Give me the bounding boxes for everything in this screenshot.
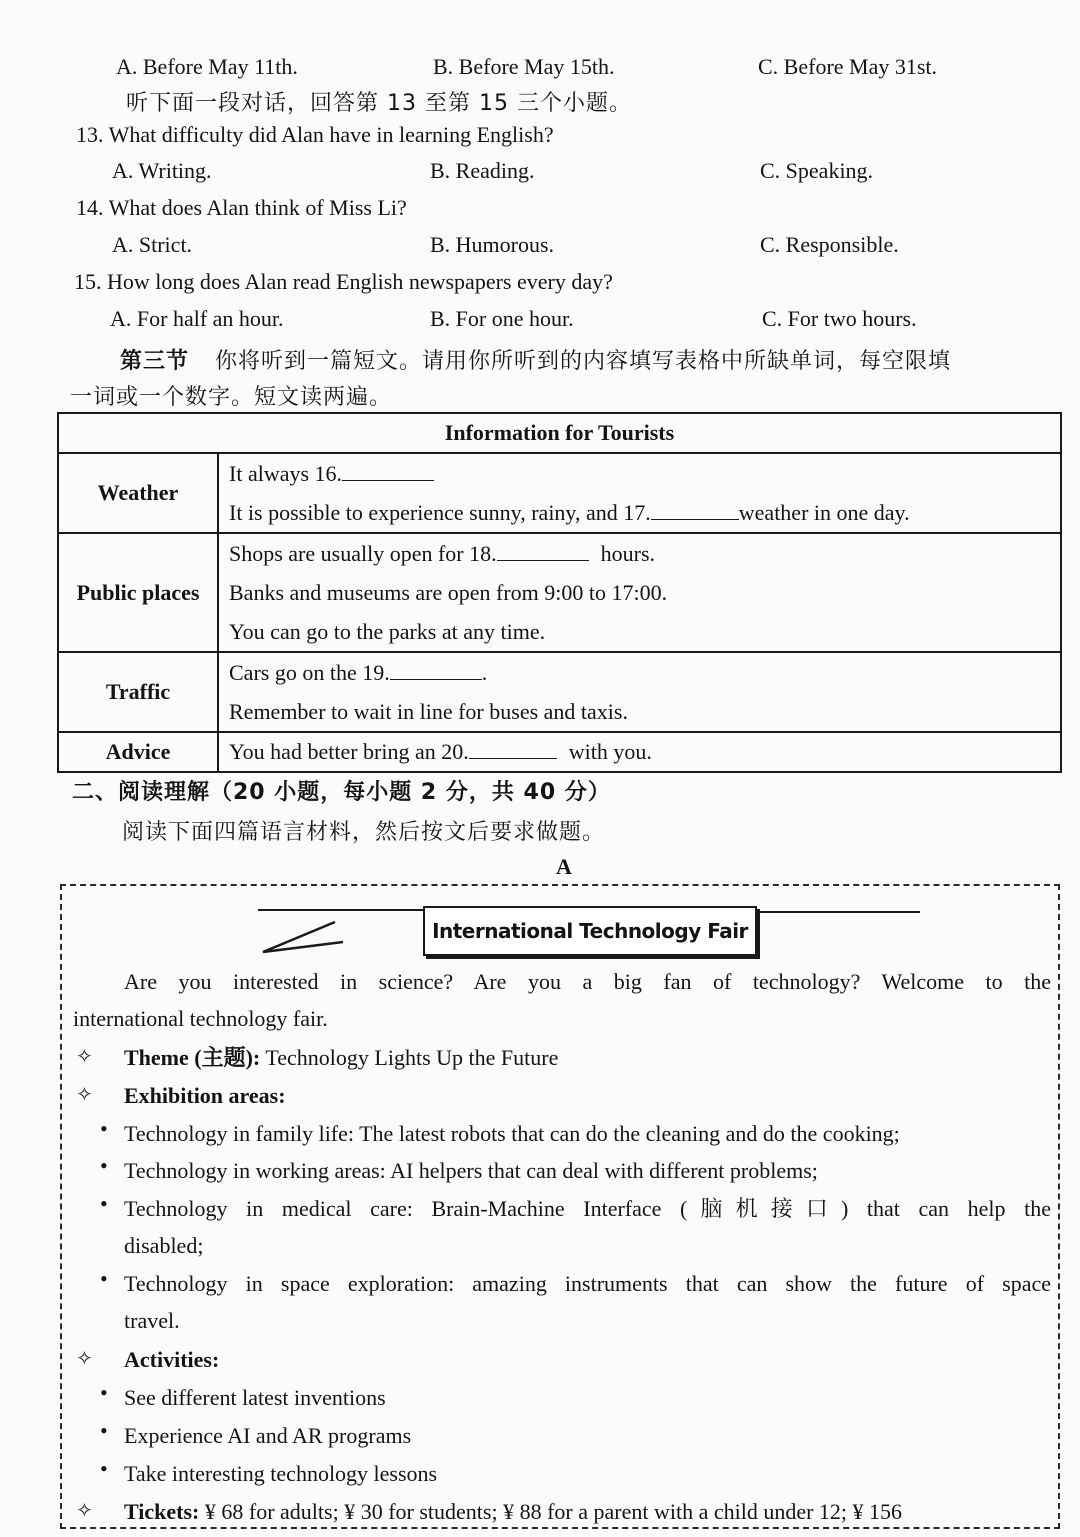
bullet-icon: • — [100, 1266, 108, 1291]
tourist-info-table — [57, 412, 1062, 773]
line-text: . — [481, 660, 488, 685]
exhibition-item: Technology in space exploration: amazing instruments that can show the future of space — [124, 1271, 1051, 1296]
part2-instruction: 阅读下面四篇语言材料，然后按文后要求做题。 — [122, 820, 606, 845]
q12-option-c: C. Before May 31st. — [758, 54, 938, 79]
activity-item: Experience AI and AR programs — [124, 1423, 412, 1448]
q14-stem: 14. What does Alan think of Miss Li? — [76, 195, 407, 220]
q14-option-a: A. Strict. — [112, 232, 193, 257]
tickets-value: ¥ 68 for adults; ¥ 30 for students; ¥ 88 for a parent with a child under 12; ¥ 156 — [204, 1499, 903, 1524]
answer-blank-16[interactable] — [342, 462, 434, 481]
activity-item: See different latest inventions — [124, 1385, 386, 1410]
q15-option-b: B. For one hour. — [430, 306, 574, 331]
table-title: Information for Tourists — [58, 413, 1061, 453]
fair-title: International Technology Fair — [423, 906, 757, 956]
diamond-bullet-icon: ✧ — [76, 1498, 93, 1522]
answer-blank-17[interactable] — [651, 501, 739, 520]
row-label-traffic: Traffic — [58, 652, 218, 732]
table-row-public-places — [58, 533, 1061, 652]
dialogue-instruction: 听下面一段对话，回答第 13 至第 15 三个小题。 — [126, 91, 632, 116]
diamond-bullet-icon: ✧ — [76, 1044, 93, 1068]
banner-line-right — [755, 911, 920, 913]
line-text: You had better bring an 20. — [229, 739, 469, 764]
bullet-icon: • — [100, 1380, 108, 1405]
line-text: Shops are usually open for 18. — [229, 541, 497, 566]
part2-heading: 二、阅读理解（20 小题，每小题 2 分，共 40 分） — [72, 780, 611, 805]
q13-option-c: C. Speaking. — [760, 158, 874, 183]
table-row-weather — [58, 453, 1061, 533]
line-text: Cars go on the 19. — [229, 660, 390, 685]
table-line — [229, 534, 1050, 573]
answer-blank-19[interactable] — [390, 661, 482, 680]
line-text: It is possible to experience sunny, rainy, and 17. — [229, 500, 651, 525]
diamond-bullet-icon: ✧ — [76, 1082, 93, 1106]
table-row-traffic — [58, 652, 1061, 732]
section3-text: 你将听到一篇短文。请用你所听到的内容填写表格中所缺单词，每空限填 — [215, 349, 952, 374]
q13-stem: 13. What difficulty did Alan have in learning English? — [76, 122, 554, 147]
bullet-icon: • — [100, 1418, 108, 1443]
q15-option-c: C. For two hours. — [762, 306, 917, 331]
q13-option-b: B. Reading. — [430, 158, 535, 183]
q14-option-b: B. Humorous. — [430, 232, 555, 257]
exhibition-item-cont: travel. — [124, 1308, 180, 1333]
table-line — [229, 612, 1050, 651]
fair-intro-line2: international technology fair. — [73, 1006, 328, 1031]
passage-label: A — [556, 854, 572, 879]
tickets-line — [124, 1493, 902, 1530]
answer-blank-18[interactable] — [497, 542, 589, 561]
exhibition-item-cont: disabled; — [124, 1233, 204, 1258]
exhibition-label: Exhibition areas: — [124, 1083, 286, 1108]
table-line — [229, 733, 1050, 771]
diamond-bullet-icon: ✧ — [76, 1346, 93, 1370]
activities-label: Activities: — [124, 1347, 220, 1372]
tickets-label: Tickets: — [124, 1499, 200, 1524]
exhibition-item: Technology in family life: The latest robots that can do the cleaning and do the cooking; — [124, 1121, 900, 1146]
q13-option-a: A. Writing. — [112, 158, 212, 183]
row-label-weather: Weather — [58, 453, 218, 533]
q12-option-a: A. Before May 11th. — [116, 54, 298, 79]
table-row-advice — [58, 732, 1061, 772]
answer-blank-20[interactable] — [469, 740, 557, 759]
line-text: It always 16. — [229, 461, 343, 486]
activity-item: Take interesting technology lessons — [124, 1461, 438, 1486]
section3-heading: 第三节 — [120, 349, 190, 374]
banner-arrow-icon — [255, 918, 350, 958]
row-label-public-places: Public places — [58, 533, 218, 652]
exhibition-item: Technology in working areas: AI helpers that can deal with different problems; — [124, 1158, 818, 1183]
theme-value: Technology Lights Up the Future — [265, 1045, 559, 1070]
exhibition-item: Technology in medical care: Brain-Machine Interface (脑机接口) that can help the — [124, 1196, 1051, 1221]
line-text: You can go to the parks at any time. — [229, 619, 546, 644]
table-line — [229, 454, 1050, 493]
table-line — [229, 692, 1050, 731]
line-text: Remember to wait in line for buses and taxis. — [229, 699, 628, 724]
section3-line2: 一词或一个数字。短文读两遍。 — [70, 385, 393, 410]
bullet-icon: • — [100, 1153, 108, 1178]
line-text: weather in one day. — [738, 500, 910, 525]
q15-stem: 15. How long does Alan read English newspapers every day? — [74, 269, 613, 294]
table-line — [229, 493, 1050, 532]
q14-option-c: C. Responsible. — [760, 232, 899, 257]
table-line — [229, 573, 1050, 612]
bullet-icon: • — [100, 1456, 108, 1481]
theme-label: Theme (主题): — [124, 1045, 261, 1070]
bullet-icon: • — [100, 1191, 108, 1216]
line-text: with you. — [568, 739, 652, 764]
q12-option-b: B. Before May 15th. — [433, 54, 615, 79]
banner-line-left — [258, 909, 423, 911]
table-line — [229, 653, 1050, 692]
row-label-advice: Advice — [58, 732, 218, 772]
theme-line — [124, 1039, 558, 1076]
q15-option-a: A. For half an hour. — [110, 306, 284, 331]
bullet-icon: • — [100, 1116, 108, 1141]
section3-line1 — [120, 344, 1048, 375]
fair-intro-line1: Are you interested in science? Are you a big fan of technology? Welcome to the — [124, 969, 1051, 994]
line-text: Banks and museums are open from 9:00 to 17:00. — [229, 580, 668, 605]
line-text: hours. — [600, 541, 656, 566]
